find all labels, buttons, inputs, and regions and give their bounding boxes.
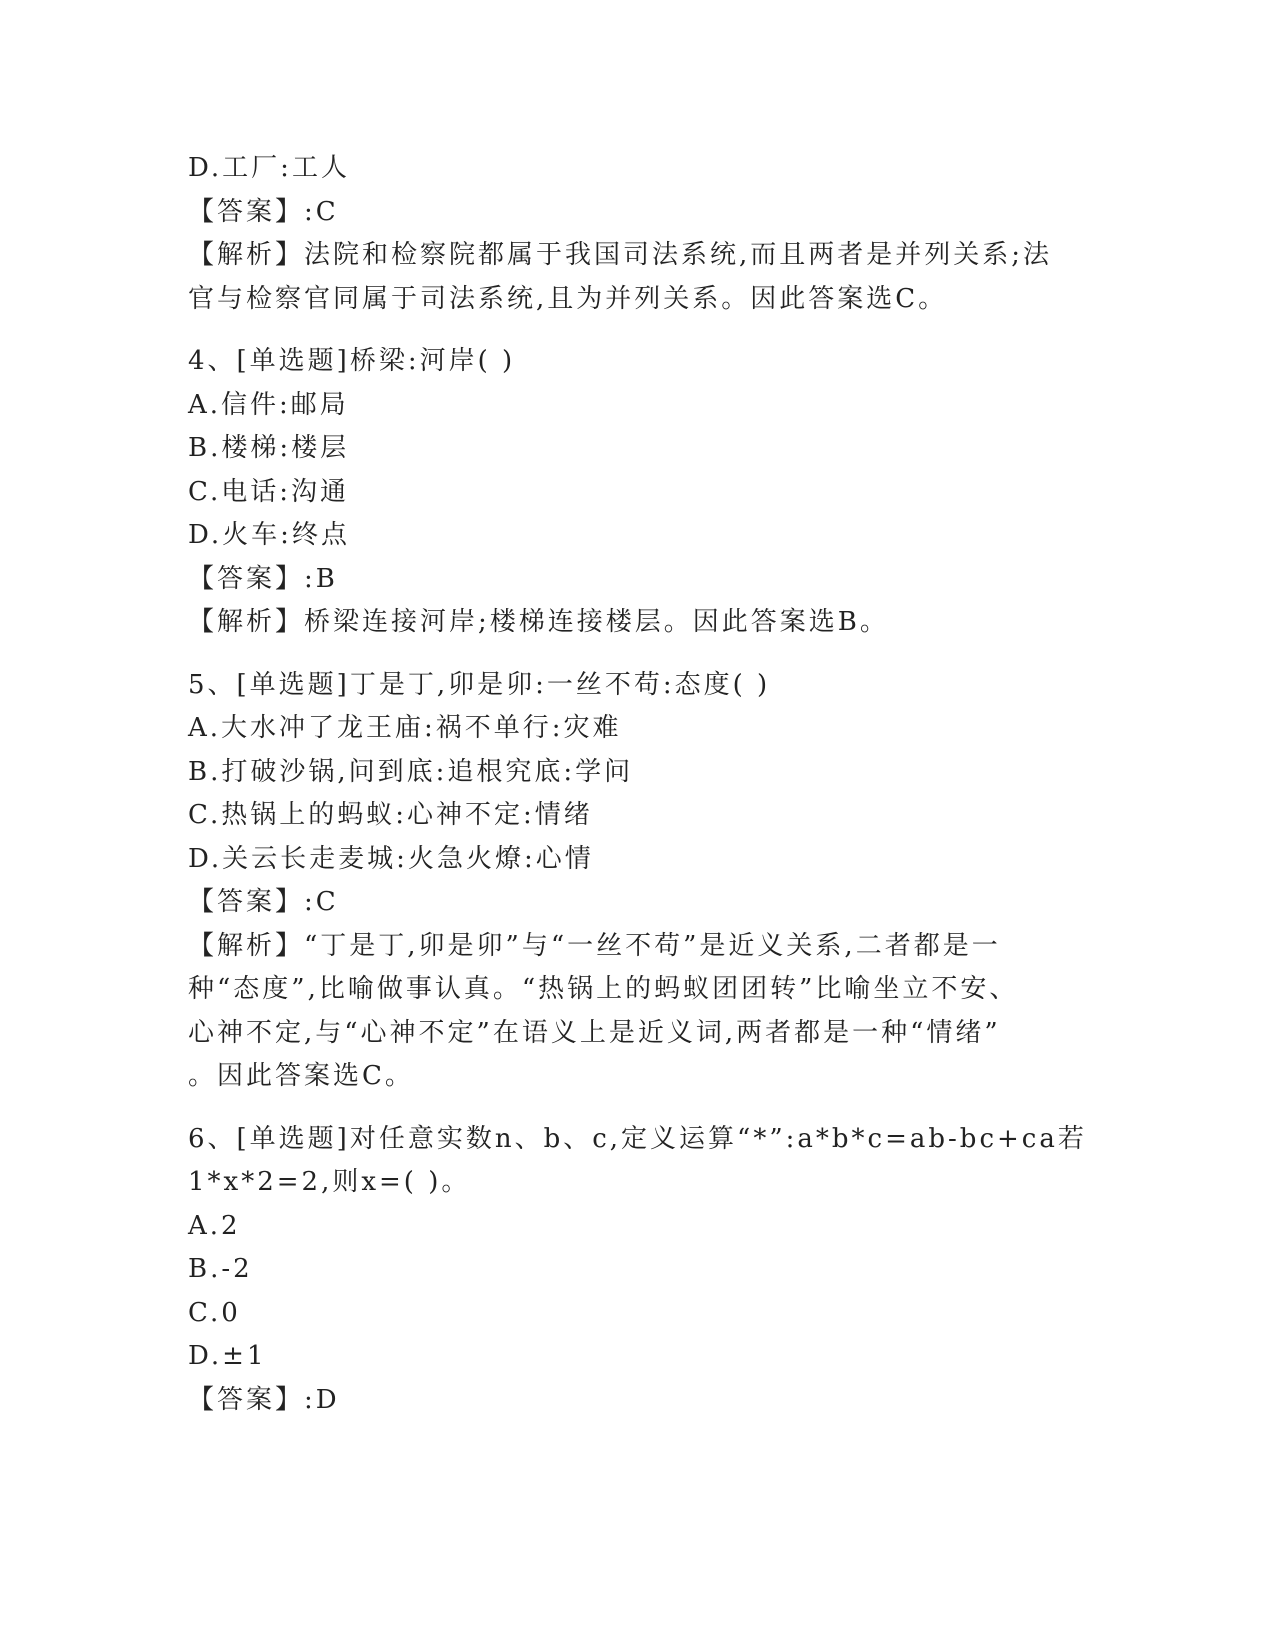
q6-stem-line-2: 1*x*2=2,则x=( )。 [188, 1167, 471, 1197]
q4-analysis-line-1: 【解析】桥梁连接河岸;楼梯连接楼层。因此答案选B。 [188, 607, 889, 637]
q3-answer: 【答案】:C [188, 196, 339, 227]
section-gap [188, 321, 1058, 340]
q5-option-b: B.打破沙锅,问到底:追根究底:学问 [188, 756, 634, 787]
q6-option-d: D.±1 [188, 1341, 267, 1371]
q6-answer: 【答案】:D [188, 1384, 340, 1415]
q5-stem: 5、[单选题]丁是丁,卯是卯:一丝不苟:态度( ) [188, 669, 771, 700]
q4-option-a: A.信件:邮局 [188, 389, 349, 420]
q5-analysis-line-2: 种“态度”,比喻做事认真。“热锅上的蚂蚁团团转”比喻坐立不安、 [188, 974, 1019, 1004]
section-gap [188, 645, 1058, 664]
q6-option-c: C.0 [188, 1297, 241, 1328]
q4-option-d: D.火车:终点 [188, 520, 350, 550]
q6-option-b: B.-2 [188, 1254, 253, 1284]
q4-option-c: C.电话:沟通 [188, 476, 349, 507]
q5-answer: 【答案】:C [188, 887, 339, 917]
q4-option-b: B.楼梯:楼层 [188, 433, 350, 463]
q3-analysis-line-1: 【解析】法院和检察院都属于我国司法系统,而且两者是并列关系;法 [188, 240, 1053, 270]
q5-option-c: C.热锅上的蚂蚁:心神不定:情绪 [188, 800, 593, 830]
q5-analysis-line-3: 心神不定,与“心神不定”在语义上是近义词,两者都是一种“情绪” [188, 1017, 1001, 1048]
q4-answer: 【答案】:B [188, 563, 338, 594]
q4-stem: 4、[单选题]桥梁:河岸( ) [188, 346, 516, 376]
section-gap [188, 1099, 1058, 1118]
q5-analysis-line-1: 【解析】“丁是丁,卯是卯”与“一丝不苟”是近义关系,二者都是一 [188, 930, 1001, 961]
q6-option-a: A.2 [188, 1210, 241, 1241]
document-content [188, 147, 1087, 1422]
q6-stem-line-1: 6、[单选题]对任意实数n、b、c,定义运算“*”:a*b*c=ab-bc+ca若 [188, 1123, 1087, 1154]
q3-option-d: D.工厂:工人 [188, 153, 350, 183]
q5-analysis-line-4: 。因此答案选C。 [188, 1061, 414, 1091]
q5-option-a: A.大水冲了龙王庙:祸不单行:灾难 [188, 713, 622, 743]
q5-option-d: D.关云长走麦城:火急火燎:心情 [188, 843, 594, 874]
q3-analysis-line-2: 官与检察官同属于司法系统,且为并列关系。因此答案选C。 [188, 283, 948, 314]
